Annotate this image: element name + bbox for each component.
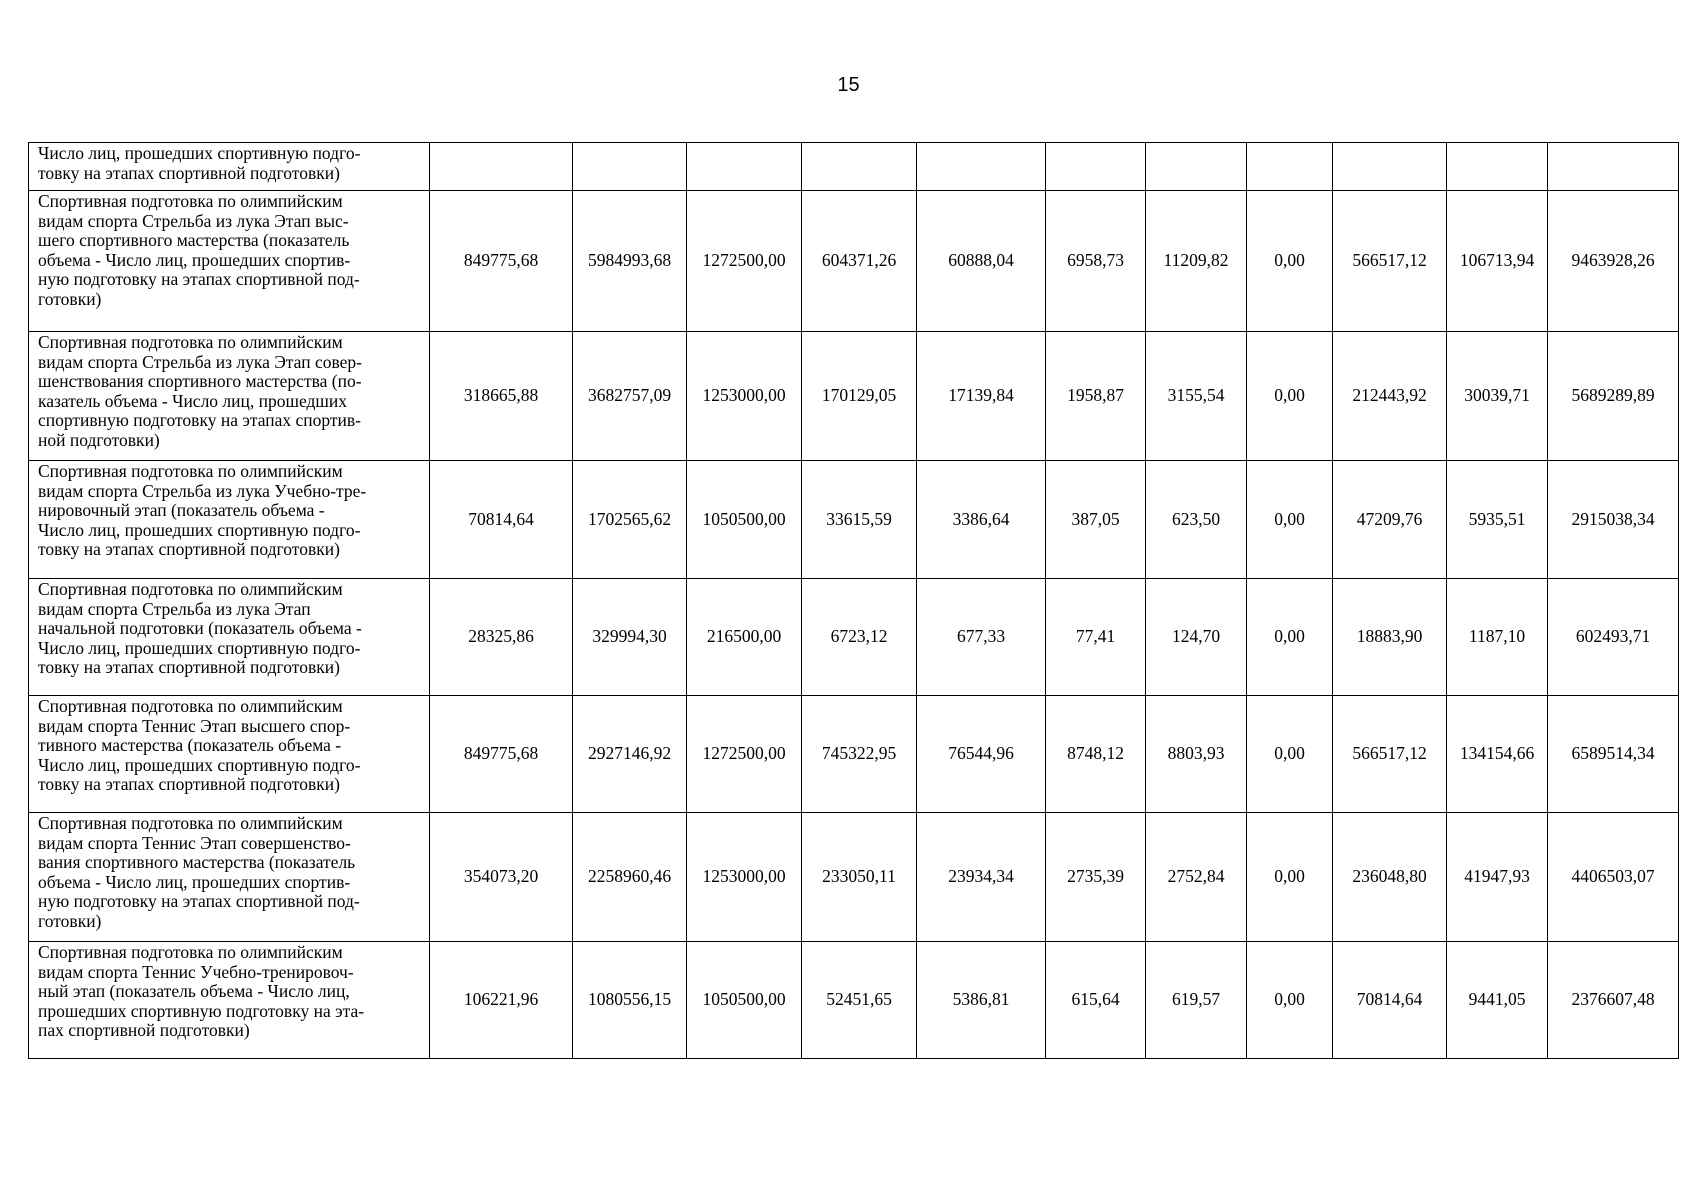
value-cell: 0,00 xyxy=(1247,332,1333,461)
description-line: Спортивная подготовка по олимпийским xyxy=(38,813,343,833)
value-cell: 5689289,89 xyxy=(1548,332,1679,461)
description-line: готовки) xyxy=(38,288,102,309)
value-cell: 745322,95 xyxy=(802,696,917,813)
description-line: видам спорта Стрельба из лука Этап выс- xyxy=(38,210,349,231)
value-cell: 1187,10 xyxy=(1447,579,1548,696)
cost-table xyxy=(28,142,1679,1059)
value-cell xyxy=(1046,143,1146,191)
value-cell: 77,41 xyxy=(1046,579,1146,696)
value-cell: 1958,87 xyxy=(1046,332,1146,461)
value-cell: 1702565,62 xyxy=(573,461,687,579)
table-row xyxy=(29,461,1679,579)
value-cell: 106713,94 xyxy=(1447,191,1548,332)
table-row xyxy=(29,942,1679,1059)
value-cell: 1272500,00 xyxy=(687,696,802,813)
value-cell: 52451,65 xyxy=(802,942,917,1059)
value-cell: 2915038,34 xyxy=(1548,461,1679,579)
value-cell: 11209,82 xyxy=(1146,191,1247,332)
value-cell: 170129,05 xyxy=(802,332,917,461)
description-line: видам спорта Теннис Этап совершенство- xyxy=(38,832,351,853)
value-cell: 70814,64 xyxy=(430,461,573,579)
description-line: видам спорта Стрельба из лука Учебно-тре- xyxy=(38,480,367,501)
description-line: Спортивная подготовка по олимпийским xyxy=(38,461,343,481)
description-line: товку на этапах спортивной подготовки) xyxy=(38,539,340,559)
value-cell: 8803,93 xyxy=(1146,696,1247,813)
description-line: казатель объема - Число лиц, прошедших xyxy=(38,390,348,411)
value-cell: 0,00 xyxy=(1247,191,1333,332)
description-line: товку на этапах спортивной подготовки) xyxy=(38,774,340,794)
description-line: видам спорта Стрельба из лука Этап совер- xyxy=(38,351,362,372)
description-line: Спортивная подготовка по олимпийским xyxy=(38,696,343,716)
row-description xyxy=(29,143,430,191)
value-cell: 9463928,26 xyxy=(1548,191,1679,332)
value-cell: 17139,84 xyxy=(917,332,1046,461)
row-description xyxy=(29,191,430,332)
value-cell: 233050,11 xyxy=(802,813,917,942)
value-cell: 566517,12 xyxy=(1333,696,1447,813)
value-cell: 1050500,00 xyxy=(687,461,802,579)
value-cell: 2752,84 xyxy=(1146,813,1247,942)
value-cell: 3155,54 xyxy=(1146,332,1247,461)
value-cell: 849775,68 xyxy=(430,696,573,813)
description-line: Число лиц, прошедших спортивную подго- xyxy=(38,754,361,775)
value-cell xyxy=(430,143,573,191)
value-cell: 2927146,92 xyxy=(573,696,687,813)
value-cell: 849775,68 xyxy=(430,191,573,332)
table-row xyxy=(29,191,1679,332)
description-line: вания спортивного мастерства (показатель xyxy=(38,852,356,872)
table-row xyxy=(29,579,1679,696)
value-cell: 5984993,68 xyxy=(573,191,687,332)
description-line: видам спорта Теннис Учебно-тренировоч- xyxy=(38,961,354,982)
value-cell: 2258960,46 xyxy=(573,813,687,942)
value-cell: 60888,04 xyxy=(917,191,1046,332)
value-cell: 0,00 xyxy=(1247,579,1333,696)
table-row xyxy=(29,696,1679,813)
value-cell: 76544,96 xyxy=(917,696,1046,813)
description-line: Число лиц, прошедших спортивную подго- xyxy=(38,143,361,163)
description-line: нировочный этап (показатель объема - xyxy=(38,500,325,520)
value-cell: 41947,93 xyxy=(1447,813,1548,942)
value-cell: 566517,12 xyxy=(1333,191,1447,332)
description-line: ную подготовку на этапах спортивной под- xyxy=(38,269,360,289)
description-line: ный этап (показатель объема - Число лиц, xyxy=(38,981,350,1001)
value-cell: 134154,66 xyxy=(1447,696,1548,813)
description-line: начальной подготовки (показатель объема - xyxy=(38,618,362,638)
value-cell: 216500,00 xyxy=(687,579,802,696)
description-line: прошедших спортивную подготовку на эта- xyxy=(38,1000,365,1021)
value-cell: 33615,59 xyxy=(802,461,917,579)
value-cell xyxy=(1447,143,1548,191)
value-cell: 8748,12 xyxy=(1046,696,1146,813)
value-cell: 30039,71 xyxy=(1447,332,1548,461)
value-cell: 23934,34 xyxy=(917,813,1046,942)
row-description xyxy=(29,332,430,461)
value-cell: 1253000,00 xyxy=(687,813,802,942)
value-cell: 1272500,00 xyxy=(687,191,802,332)
value-cell: 318665,88 xyxy=(430,332,573,461)
value-cell: 5935,51 xyxy=(1447,461,1548,579)
description-line: тивного мастерства (показатель объема - xyxy=(38,735,342,755)
value-cell: 604371,26 xyxy=(802,191,917,332)
value-cell: 0,00 xyxy=(1247,942,1333,1059)
value-cell: 5386,81 xyxy=(917,942,1046,1059)
description-line: объема - Число лиц, прошедших спортив- xyxy=(38,871,351,892)
value-cell: 70814,64 xyxy=(1333,942,1447,1059)
value-cell: 3386,64 xyxy=(917,461,1046,579)
value-cell: 28325,86 xyxy=(430,579,573,696)
description-line: Спортивная подготовка по олимпийским xyxy=(38,332,343,352)
description-line: Спортивная подготовка по олимпийским xyxy=(38,579,343,599)
value-cell: 602493,71 xyxy=(1548,579,1679,696)
value-cell: 1050500,00 xyxy=(687,942,802,1059)
description-line: ную подготовку на этапах спортивной под- xyxy=(38,891,360,911)
description-line: объема - Число лиц, прошедших спортив- xyxy=(38,249,351,270)
description-line: спортивную подготовку на этапах спортив- xyxy=(38,410,362,430)
value-cell: 354073,20 xyxy=(430,813,573,942)
value-cell: 6723,12 xyxy=(802,579,917,696)
value-cell xyxy=(1247,143,1333,191)
row-description xyxy=(29,461,430,579)
value-cell: 1080556,15 xyxy=(573,942,687,1059)
value-cell: 236048,80 xyxy=(1333,813,1447,942)
description-line: видам спорта Стрельба из лука Этап xyxy=(38,598,311,619)
description-line: шенствования спортивного мастерства (по- xyxy=(38,371,362,391)
value-cell: 106221,96 xyxy=(430,942,573,1059)
description-line: шего спортивного мастерства (показатель xyxy=(38,230,350,250)
value-cell xyxy=(1146,143,1247,191)
value-cell: 4406503,07 xyxy=(1548,813,1679,942)
value-cell: 387,05 xyxy=(1046,461,1146,579)
table-row xyxy=(29,813,1679,942)
description-line: товку на этапах спортивной подготовки) xyxy=(38,162,340,183)
description-line: Число лиц, прошедших спортивную подго- xyxy=(38,637,361,658)
value-cell: 212443,92 xyxy=(1333,332,1447,461)
value-cell: 329994,30 xyxy=(573,579,687,696)
row-description xyxy=(29,813,430,942)
row-description xyxy=(29,942,430,1059)
description-line: ной подготовки) xyxy=(38,429,160,450)
value-cell: 3682757,09 xyxy=(573,332,687,461)
value-cell: 615,64 xyxy=(1046,942,1146,1059)
row-description xyxy=(29,579,430,696)
table-row xyxy=(29,332,1679,461)
value-cell xyxy=(802,143,917,191)
value-cell: 9441,05 xyxy=(1447,942,1548,1059)
description-line: готовки) xyxy=(38,910,102,931)
value-cell: 0,00 xyxy=(1247,461,1333,579)
value-cell: 124,70 xyxy=(1146,579,1247,696)
value-cell: 677,33 xyxy=(917,579,1046,696)
value-cell xyxy=(687,143,802,191)
value-cell: 0,00 xyxy=(1247,813,1333,942)
value-cell: 623,50 xyxy=(1146,461,1247,579)
description-line: Число лиц, прошедших спортивную подго- xyxy=(38,519,361,540)
value-cell: 2735,39 xyxy=(1046,813,1146,942)
value-cell: 47209,76 xyxy=(1333,461,1447,579)
table-body xyxy=(29,143,1679,1059)
value-cell: 1253000,00 xyxy=(687,332,802,461)
value-cell xyxy=(1548,143,1679,191)
description-line: товку на этапах спортивной подготовки) xyxy=(38,657,340,677)
row-description xyxy=(29,696,430,813)
page-number: 15 xyxy=(837,74,860,96)
description-line: видам спорта Теннис Этап высшего спор- xyxy=(38,715,351,736)
value-cell: 0,00 xyxy=(1247,696,1333,813)
value-cell: 18883,90 xyxy=(1333,579,1447,696)
value-cell xyxy=(917,143,1046,191)
value-cell: 6589514,34 xyxy=(1548,696,1679,813)
table-row xyxy=(29,143,1679,191)
description-line: Спортивная подготовка по олимпийским xyxy=(38,191,343,211)
description-line: Спортивная подготовка по олимпийским xyxy=(38,942,343,962)
value-cell: 2376607,48 xyxy=(1548,942,1679,1059)
value-cell: 6958,73 xyxy=(1046,191,1146,332)
value-cell: 619,57 xyxy=(1146,942,1247,1059)
value-cell xyxy=(1333,143,1447,191)
description-line: пах спортивной подготовки) xyxy=(38,1020,250,1040)
value-cell xyxy=(573,143,687,191)
